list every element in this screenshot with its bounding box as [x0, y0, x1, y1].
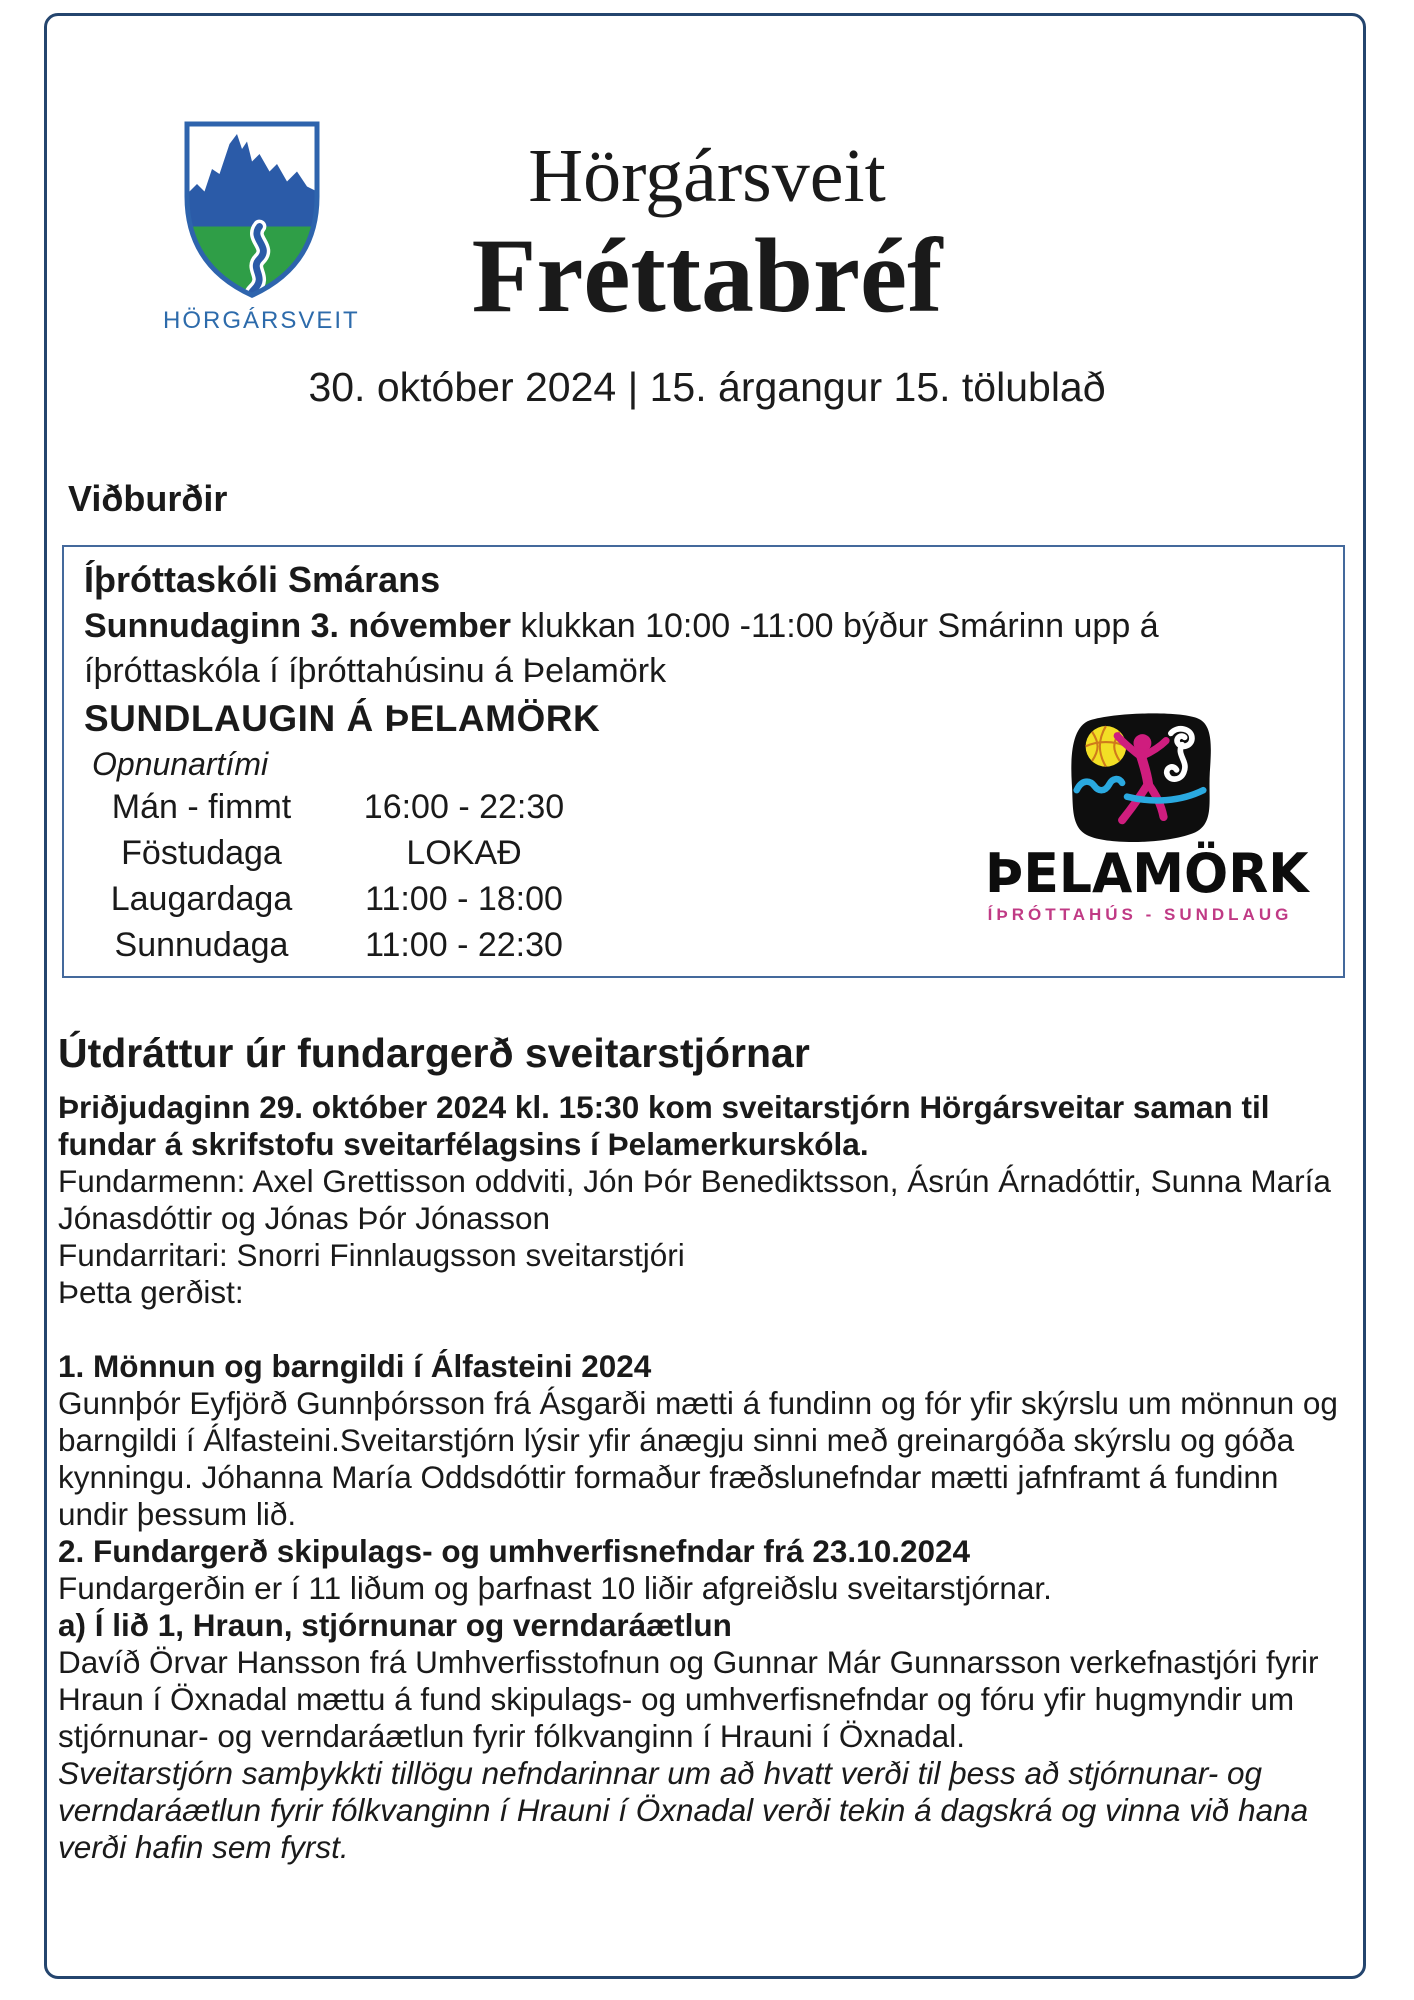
- event-title: Íþróttaskóli Smárans: [84, 559, 441, 600]
- event-description: [84, 604, 1214, 694]
- newsletter-dateline: 30. október 2024 | 15. árgangur 15. tölublað: [308, 364, 1106, 411]
- minutes-item-heading: a) Í lið 1, Hraun, stjórnunar og verndaráætlun: [58, 1607, 732, 1644]
- minutes-item-body: Davíð Örvar Hansson frá Umhverfisstofnun og Gunnar Már Gunnarsson verkefnastjóri fyrir Hraun í Öxnadal mættu á fund skipulags- og umhverfisnefndar og fóru yfir hugmyndir um stjórnunar- og verndaráætlun fyrir fólkvanginn í Hrauni í Öxnadal.: [58, 1644, 1319, 1755]
- hours-days: Mán - fimmt: [111, 787, 292, 826]
- event-description-text: klukkan 10:00 -11:00 býður Smárinn upp á íþróttaskóla í íþróttahúsinu á Þelamörk: [84, 606, 1159, 690]
- minutes-happened: Þetta gerðist:: [58, 1274, 244, 1311]
- minutes-item-resolution: Sveitarstjórn samþykkti tillögu nefndarinnar um að hvatt verði til þess að stjórnunar- og verndaráætlun fyrir fólkvanginn í Hrauni í Öxnadal verði tekin á dagskrá og vinna við hana verði hafin sem fyrst.: [58, 1755, 1309, 1866]
- minutes-item-body: Fundargerðin er í 11 liðum og þarfnast 10 liðir afgreiðslu sveitarstjórnar.: [58, 1570, 1052, 1607]
- hours-days: Föstudaga: [121, 833, 282, 872]
- masthead: [0, 134, 1414, 411]
- minutes-item-heading: 2. Fundargerð skipulags- og umhverfisnefndar frá 23.10.2024: [58, 1533, 971, 1570]
- newsletter-title: Fréttabréf: [471, 217, 943, 334]
- hours-row: [84, 922, 1323, 968]
- pool-logo: [985, 709, 1309, 925]
- hours-time: 11:00 - 18:00: [365, 879, 563, 918]
- event-date: Sunnudaginn 3. nóvember: [84, 606, 511, 645]
- spacer: [58, 1311, 1352, 1348]
- minutes-item-body: Gunnþór Eyfjörð Gunnþórsson frá Ásgarði mætti á fundinn og fór yfir skýrslu um mönnun og barngildi í Álfasteini.Sveitarstjórn lýsir yfir ánægju sinni með greinargóða skýrslu og góða kynningu. Jóhanna María Oddsdóttir formaður fræðslunefndar mætti jafnframt á fundinn undir þessum lið.: [58, 1385, 1338, 1533]
- minutes-item-heading: 1. Mönnun og barngildi í Álfasteini 2024: [58, 1348, 652, 1385]
- pool-logo-subtitle: ÍÞRÓTTAHÚS - SUNDLAUG: [987, 904, 1293, 924]
- hours-days: Laugardaga: [110, 879, 293, 918]
- hours-time: 11:00 - 22:30: [365, 925, 563, 964]
- pool-logo-emblem-icon: [985, 709, 1295, 847]
- minutes-intro: Þriðjudaginn 29. október 2024 kl. 15:30 kom sveitarstjórn Hörgársveitar saman til fundar á skrifstofu sveitarfélagsins í Þelamerkurskóla.: [58, 1089, 1270, 1163]
- municipality-logo-caption: HÖRGÁRSVEIT: [163, 307, 360, 334]
- minutes-secretary: Fundarritari: Snorri Finnlaugsson sveitarstjóri: [58, 1237, 685, 1274]
- minutes-section: [58, 1030, 1352, 1866]
- masthead-municipality: Hörgársveit: [528, 134, 886, 218]
- hours-time: LOKAÐ: [406, 833, 522, 872]
- events-section-label: Viðburðir: [68, 478, 228, 519]
- events-box: [62, 545, 1345, 978]
- hours-days: Sunnudaga: [114, 925, 289, 964]
- hours-time: 16:00 - 22:30: [363, 787, 565, 826]
- opening-hours-label: Opnunartími: [92, 745, 269, 782]
- pool-logo-name: ÞELAMÖRK: [985, 842, 1309, 906]
- minutes-attendees: Fundarmenn: Axel Grettisson oddviti, Jón Þór Benediktsson, Ásrún Árnadóttir, Sunna María Jónasdóttir og Jónas Þór Jónasson: [58, 1163, 1331, 1237]
- basketball-icon: [1086, 726, 1127, 767]
- minutes-title: Útdráttur úr fundargerð sveitarstjórnar: [58, 1030, 810, 1076]
- pool-section-title: SUNDLAUGIN Á ÞELAMÖRK: [84, 697, 601, 739]
